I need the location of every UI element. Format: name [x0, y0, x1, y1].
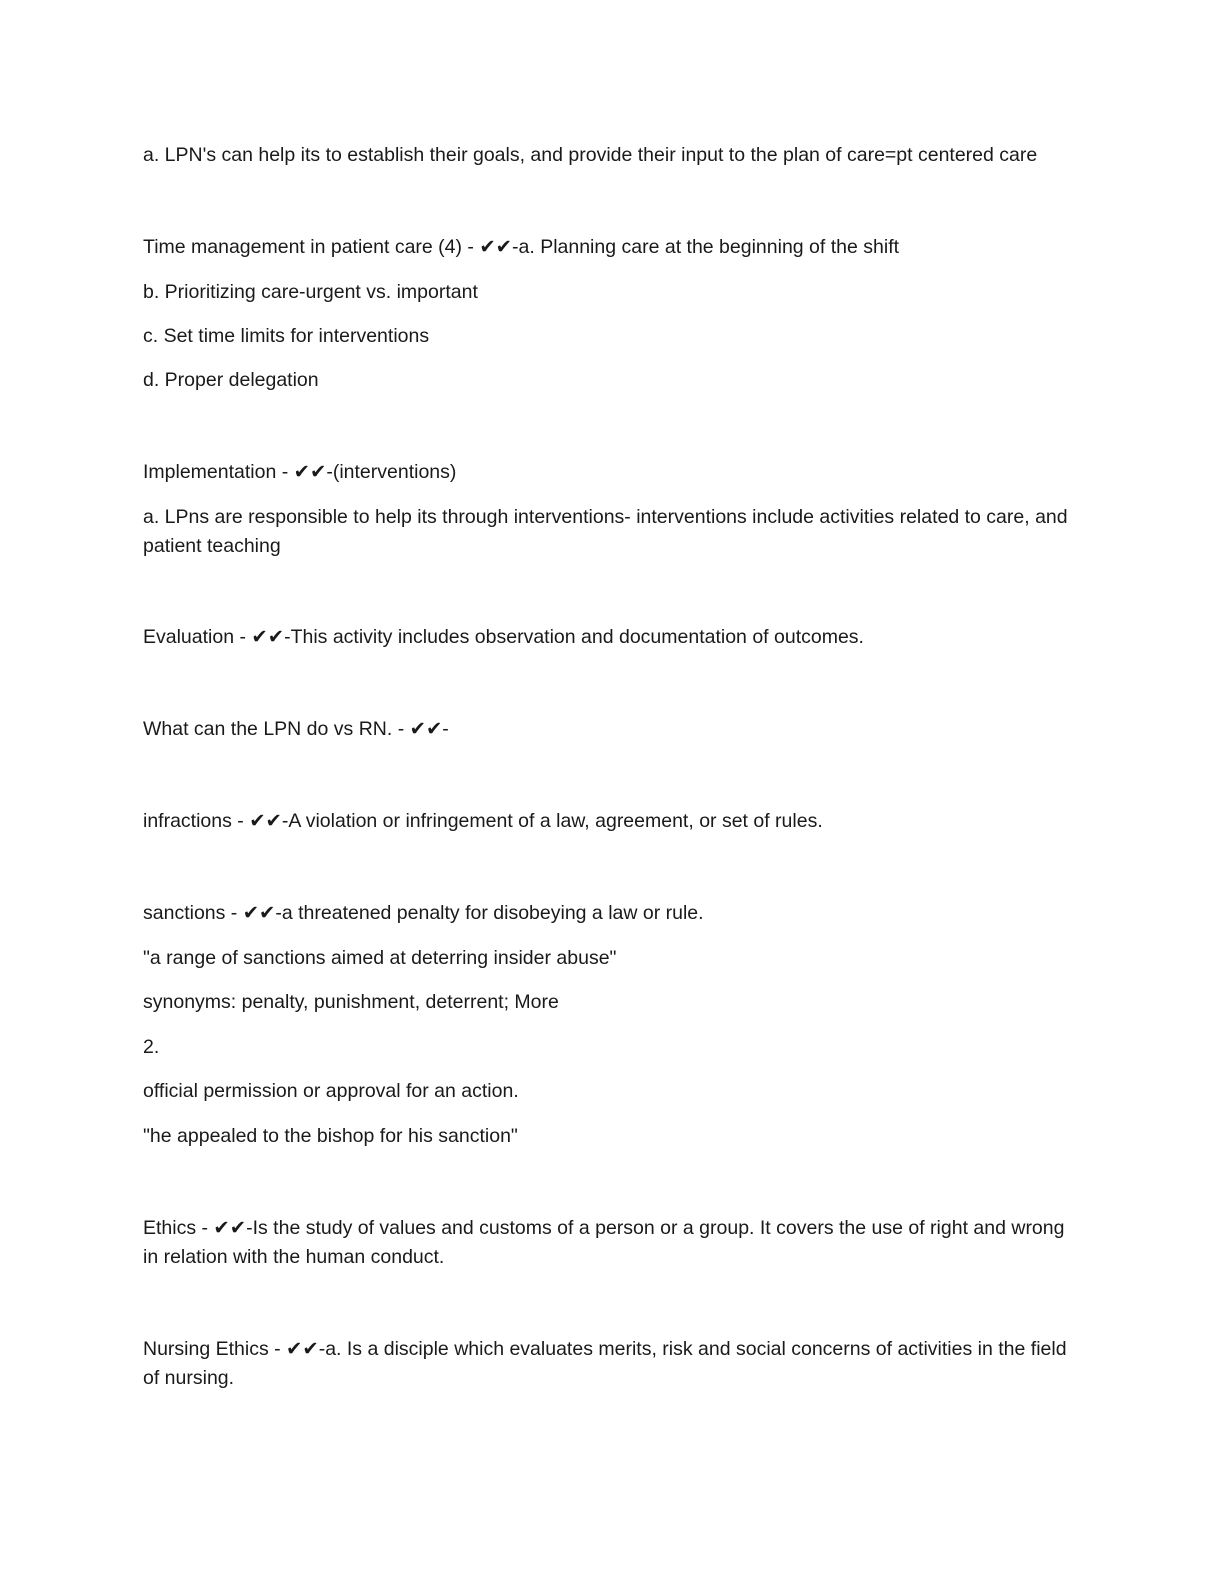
text-line-lpn-vs-rn: What can the LPN do vs RN. - ✔✔- [143, 718, 449, 740]
text-line-delegation: d. Proper delegation [143, 369, 319, 391]
text-line-time-limits: c. Set time limits for interventions [143, 325, 430, 347]
text-line-sanctions: sanctions - ✔✔-a threatened penalty for disobeying a law or rule. [143, 902, 704, 924]
text-line-official-permission: official permission or approval for an action. [143, 1080, 519, 1102]
text-line-number-2: 2. [143, 1036, 160, 1058]
text-line-sanctions-example: "a range of sanctions aimed at deterring insider abuse" [143, 947, 617, 969]
text-line-infractions: infractions - ✔✔-A violation or infringement of a law, agreement, or set of rules. [143, 810, 823, 832]
text-line-evaluation: Evaluation - ✔✔-This activity includes observation and documentation of outcomes. [143, 626, 864, 648]
text-line-lpn-goals: a. LPN's can help its to establish their goals, and provide their input to the plan of care=pt centered care [143, 144, 1038, 166]
text-line-ethics: Ethics - ✔✔-Is the study of values and customs of a person or a group. It covers the use of right and wrong in relation with the human conduct. [143, 1217, 1065, 1268]
text-line-bishop-example: "he appealed to the bishop for his sanction" [143, 1125, 518, 1147]
text-line-lpn-interventions: a. LPns are responsible to help its through interventions- interventions include activities related to care, and patient teaching [143, 506, 1068, 557]
text-line-prioritizing: b. Prioritizing care-urgent vs. important [143, 281, 478, 303]
text-line-implementation: Implementation - ✔✔-(interventions) [143, 461, 457, 483]
text-line-nursing-ethics: Nursing Ethics - ✔✔-a. Is a disciple which evaluates merits, risk and social concerns of activities in the field of nursing. [143, 1338, 1067, 1389]
text-line-time-management: Time management in patient care (4) - ✔✔-a. Planning care at the beginning of the shift [143, 236, 900, 258]
text-line-synonyms: synonyms: penalty, punishment, deterrent; More [143, 991, 559, 1013]
